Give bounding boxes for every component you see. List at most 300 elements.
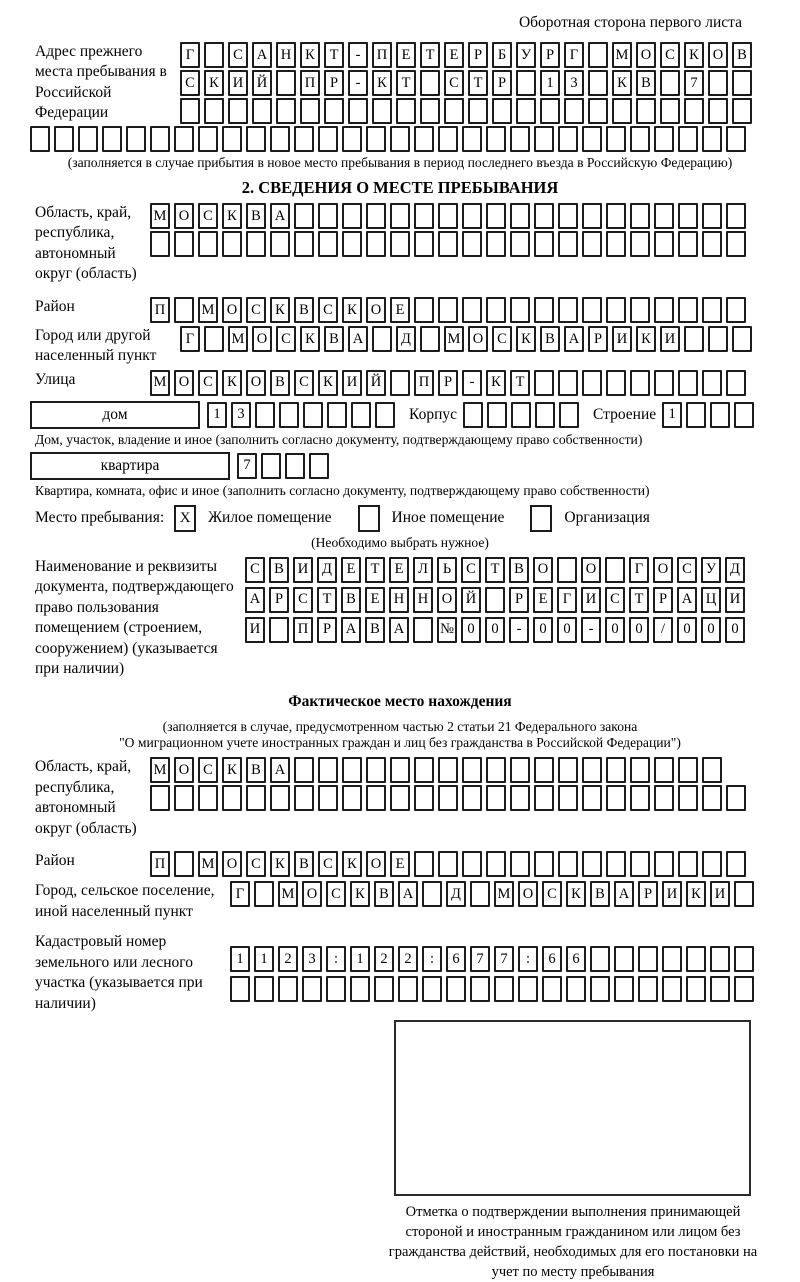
char-cell[interactable] <box>446 976 466 1002</box>
char-cell[interactable]: Ь <box>437 557 457 583</box>
char-cell[interactable] <box>582 785 602 811</box>
char-cell[interactable]: М <box>150 203 170 229</box>
char-cell[interactable]: П <box>150 851 170 877</box>
actual-region-row-2[interactable] <box>150 785 746 811</box>
char-cell[interactable] <box>516 70 536 96</box>
char-cell[interactable]: К <box>342 297 362 323</box>
char-cell[interactable] <box>686 402 706 428</box>
char-cell[interactable] <box>414 785 434 811</box>
char-cell[interactable] <box>420 326 440 352</box>
char-cell[interactable] <box>734 402 754 428</box>
char-cell[interactable]: К <box>342 851 362 877</box>
char-cell[interactable]: - <box>509 617 529 643</box>
char-cell[interactable] <box>294 231 314 257</box>
char-cell[interactable]: 1 <box>350 946 370 972</box>
char-cell[interactable] <box>678 785 698 811</box>
char-cell[interactable] <box>542 976 562 1002</box>
char-cell[interactable]: Р <box>509 587 529 613</box>
document-row-1[interactable] <box>245 557 745 583</box>
char-cell[interactable]: А <box>614 881 634 907</box>
char-cell[interactable]: 7 <box>684 70 704 96</box>
char-cell[interactable] <box>678 203 698 229</box>
char-cell[interactable] <box>614 976 634 1002</box>
char-cell[interactable] <box>420 70 440 96</box>
char-cell[interactable] <box>390 757 410 783</box>
char-cell[interactable] <box>276 98 296 124</box>
char-cell[interactable]: М <box>150 757 170 783</box>
char-cell[interactable] <box>630 297 650 323</box>
char-cell[interactable] <box>246 126 266 152</box>
char-cell[interactable] <box>246 231 266 257</box>
char-cell[interactable] <box>468 98 488 124</box>
char-cell[interactable]: У <box>701 557 721 583</box>
char-cell[interactable] <box>470 976 490 1002</box>
char-cell[interactable] <box>534 370 554 396</box>
char-cell[interactable]: И <box>662 881 682 907</box>
char-cell[interactable]: Р <box>324 70 344 96</box>
char-cell[interactable] <box>438 757 458 783</box>
char-cell[interactable]: Т <box>365 557 385 583</box>
char-cell[interactable]: В <box>509 557 529 583</box>
char-cell[interactable] <box>654 785 674 811</box>
char-cell[interactable] <box>684 98 704 124</box>
char-cell[interactable] <box>294 785 314 811</box>
char-cell[interactable]: С <box>318 297 338 323</box>
char-cell[interactable] <box>470 881 490 907</box>
char-cell[interactable]: 1 <box>207 402 227 428</box>
char-cell[interactable]: К <box>516 326 536 352</box>
char-cell[interactable] <box>438 851 458 877</box>
district-row[interactable] <box>150 297 746 323</box>
document-row-3[interactable] <box>245 617 745 643</box>
char-cell[interactable] <box>270 231 290 257</box>
house-number-cells[interactable] <box>207 402 395 428</box>
char-cell[interactable]: - <box>581 617 601 643</box>
char-cell[interactable] <box>294 203 314 229</box>
char-cell[interactable]: А <box>341 617 361 643</box>
char-cell[interactable] <box>422 976 442 1002</box>
char-cell[interactable]: № <box>437 617 457 643</box>
char-cell[interactable]: Р <box>317 617 337 643</box>
char-cell[interactable] <box>606 851 626 877</box>
char-cell[interactable] <box>678 851 698 877</box>
char-cell[interactable] <box>276 70 296 96</box>
char-cell[interactable]: С <box>326 881 346 907</box>
cadastre-row-1[interactable] <box>230 946 754 972</box>
char-cell[interactable] <box>327 402 347 428</box>
char-cell[interactable]: М <box>150 370 170 396</box>
char-cell[interactable] <box>486 757 506 783</box>
char-cell[interactable]: Н <box>413 587 433 613</box>
char-cell[interactable] <box>654 851 674 877</box>
char-cell[interactable]: 1 <box>254 946 274 972</box>
char-cell[interactable]: 7 <box>237 453 257 479</box>
char-cell[interactable]: Д <box>396 326 416 352</box>
char-cell[interactable] <box>366 231 386 257</box>
char-cell[interactable]: У <box>516 42 536 68</box>
street-row[interactable] <box>150 370 746 396</box>
char-cell[interactable] <box>582 297 602 323</box>
char-cell[interactable]: 1 <box>540 70 560 96</box>
char-cell[interactable]: 2 <box>374 946 394 972</box>
char-cell[interactable] <box>390 231 410 257</box>
char-cell[interactable] <box>438 203 458 229</box>
char-cell[interactable] <box>78 126 98 152</box>
region-row-1[interactable] <box>150 203 746 229</box>
char-cell[interactable] <box>726 297 746 323</box>
char-cell[interactable]: 0 <box>605 617 625 643</box>
char-cell[interactable] <box>558 757 578 783</box>
char-cell[interactable] <box>269 617 289 643</box>
char-cell[interactable] <box>654 231 674 257</box>
char-cell[interactable]: И <box>342 370 362 396</box>
char-cell[interactable]: - <box>348 70 368 96</box>
char-cell[interactable] <box>630 851 650 877</box>
char-cell[interactable]: : <box>326 946 346 972</box>
char-cell[interactable]: Г <box>557 587 577 613</box>
char-cell[interactable] <box>708 326 728 352</box>
char-cell[interactable]: 0 <box>701 617 721 643</box>
char-cell[interactable] <box>342 785 362 811</box>
char-cell[interactable] <box>564 98 584 124</box>
char-cell[interactable] <box>534 757 554 783</box>
char-cell[interactable] <box>510 126 530 152</box>
char-cell[interactable]: 0 <box>485 617 505 643</box>
char-cell[interactable] <box>398 976 418 1002</box>
char-cell[interactable] <box>228 98 248 124</box>
char-cell[interactable] <box>390 126 410 152</box>
char-cell[interactable]: К <box>270 851 290 877</box>
char-cell[interactable] <box>302 976 322 1002</box>
char-cell[interactable]: П <box>300 70 320 96</box>
char-cell[interactable] <box>486 126 506 152</box>
char-cell[interactable] <box>558 851 578 877</box>
char-cell[interactable]: С <box>605 587 625 613</box>
char-cell[interactable]: О <box>636 42 656 68</box>
cadastre-row-2[interactable] <box>230 976 754 1002</box>
char-cell[interactable] <box>630 231 650 257</box>
char-cell[interactable] <box>318 126 338 152</box>
char-cell[interactable]: Е <box>365 587 385 613</box>
char-cell[interactable] <box>414 297 434 323</box>
char-cell[interactable] <box>638 976 658 1002</box>
char-cell[interactable] <box>414 203 434 229</box>
char-cell[interactable]: 6 <box>446 946 466 972</box>
char-cell[interactable]: О <box>533 557 553 583</box>
char-cell[interactable] <box>438 126 458 152</box>
stroenie-cells[interactable] <box>662 402 754 428</box>
char-cell[interactable]: В <box>732 42 752 68</box>
char-cell[interactable] <box>414 126 434 152</box>
char-cell[interactable] <box>462 851 482 877</box>
char-cell[interactable] <box>534 231 554 257</box>
char-cell[interactable]: Г <box>230 881 250 907</box>
char-cell[interactable]: В <box>294 297 314 323</box>
char-cell[interactable] <box>535 402 555 428</box>
char-cell[interactable] <box>510 785 530 811</box>
char-cell[interactable]: С <box>228 42 248 68</box>
char-cell[interactable]: Й <box>366 370 386 396</box>
char-cell[interactable]: 0 <box>533 617 553 643</box>
char-cell[interactable] <box>534 297 554 323</box>
char-cell[interactable]: С <box>198 370 218 396</box>
char-cell[interactable]: 7 <box>494 946 514 972</box>
korpus-cells[interactable] <box>463 402 579 428</box>
char-cell[interactable]: К <box>686 881 706 907</box>
char-cell[interactable] <box>684 326 704 352</box>
char-cell[interactable] <box>372 326 392 352</box>
char-cell[interactable]: А <box>348 326 368 352</box>
char-cell[interactable]: : <box>422 946 442 972</box>
char-cell[interactable] <box>660 70 680 96</box>
char-cell[interactable]: Т <box>468 70 488 96</box>
char-cell[interactable]: 3 <box>564 70 584 96</box>
char-cell[interactable]: В <box>341 587 361 613</box>
char-cell[interactable] <box>510 757 530 783</box>
char-cell[interactable] <box>300 98 320 124</box>
char-cell[interactable] <box>351 402 371 428</box>
char-cell[interactable]: В <box>590 881 610 907</box>
char-cell[interactable] <box>204 326 224 352</box>
char-cell[interactable] <box>198 126 218 152</box>
char-cell[interactable] <box>414 851 434 877</box>
char-cell[interactable] <box>654 370 674 396</box>
actual-region-row-1[interactable] <box>150 757 746 783</box>
char-cell[interactable] <box>174 231 194 257</box>
char-cell[interactable] <box>252 98 272 124</box>
char-cell[interactable] <box>630 203 650 229</box>
char-cell[interactable]: Т <box>510 370 530 396</box>
char-cell[interactable]: А <box>564 326 584 352</box>
char-cell[interactable] <box>270 785 290 811</box>
char-cell[interactable]: С <box>276 326 296 352</box>
char-cell[interactable] <box>654 757 674 783</box>
char-cell[interactable]: С <box>246 297 266 323</box>
char-cell[interactable] <box>511 402 531 428</box>
char-cell[interactable]: А <box>252 42 272 68</box>
char-cell[interactable]: Р <box>638 881 658 907</box>
char-cell[interactable]: О <box>437 587 457 613</box>
char-cell[interactable] <box>582 757 602 783</box>
char-cell[interactable]: Л <box>413 557 433 583</box>
char-cell[interactable] <box>510 231 530 257</box>
char-cell[interactable]: 2 <box>398 946 418 972</box>
char-cell[interactable] <box>638 946 658 972</box>
char-cell[interactable] <box>222 785 242 811</box>
char-cell[interactable]: К <box>372 70 392 96</box>
char-cell[interactable] <box>702 203 722 229</box>
char-cell[interactable]: Е <box>533 587 553 613</box>
char-cell[interactable]: С <box>492 326 512 352</box>
char-cell[interactable] <box>54 126 74 152</box>
char-cell[interactable] <box>390 203 410 229</box>
char-cell[interactable] <box>222 126 242 152</box>
char-cell[interactable]: Н <box>276 42 296 68</box>
char-cell[interactable] <box>630 757 650 783</box>
char-cell[interactable]: С <box>318 851 338 877</box>
char-cell[interactable] <box>486 785 506 811</box>
char-cell[interactable] <box>732 70 752 96</box>
char-cell[interactable] <box>510 203 530 229</box>
char-cell[interactable]: В <box>324 326 344 352</box>
char-cell[interactable]: А <box>677 587 697 613</box>
char-cell[interactable] <box>662 976 682 1002</box>
char-cell[interactable] <box>534 203 554 229</box>
char-cell[interactable] <box>390 370 410 396</box>
char-cell[interactable] <box>614 946 634 972</box>
char-cell[interactable]: Р <box>468 42 488 68</box>
char-cell[interactable] <box>588 98 608 124</box>
char-cell[interactable] <box>318 785 338 811</box>
char-cell[interactable] <box>588 42 608 68</box>
char-cell[interactable]: И <box>725 587 745 613</box>
char-cell[interactable]: Т <box>317 587 337 613</box>
char-cell[interactable] <box>590 946 610 972</box>
char-cell[interactable] <box>174 126 194 152</box>
char-cell[interactable] <box>372 98 392 124</box>
char-cell[interactable]: Г <box>180 326 200 352</box>
char-cell[interactable]: Т <box>396 70 416 96</box>
char-cell[interactable]: Е <box>390 297 410 323</box>
char-cell[interactable] <box>686 946 706 972</box>
char-cell[interactable] <box>366 785 386 811</box>
char-cell[interactable] <box>374 976 394 1002</box>
char-cell[interactable]: К <box>204 70 224 96</box>
char-cell[interactable] <box>630 785 650 811</box>
char-cell[interactable]: 3 <box>231 402 251 428</box>
char-cell[interactable] <box>462 297 482 323</box>
actual-district-row[interactable] <box>150 851 746 877</box>
char-cell[interactable] <box>702 785 722 811</box>
char-cell[interactable] <box>654 297 674 323</box>
char-cell[interactable] <box>342 757 362 783</box>
char-cell[interactable] <box>485 587 505 613</box>
char-cell[interactable] <box>726 203 746 229</box>
char-cell[interactable]: М <box>612 42 632 68</box>
char-cell[interactable] <box>278 976 298 1002</box>
char-cell[interactable] <box>702 297 722 323</box>
char-cell[interactable] <box>444 98 464 124</box>
char-cell[interactable] <box>150 231 170 257</box>
char-cell[interactable] <box>678 370 698 396</box>
char-cell[interactable] <box>318 231 338 257</box>
char-cell[interactable] <box>180 98 200 124</box>
char-cell[interactable] <box>279 402 299 428</box>
char-cell[interactable] <box>606 126 626 152</box>
char-cell[interactable] <box>246 785 266 811</box>
char-cell[interactable] <box>254 976 274 1002</box>
char-cell[interactable] <box>558 231 578 257</box>
char-cell[interactable] <box>534 851 554 877</box>
char-cell[interactable]: И <box>660 326 680 352</box>
char-cell[interactable] <box>557 557 577 583</box>
char-cell[interactable]: А <box>389 617 409 643</box>
document-row-2[interactable] <box>245 587 745 613</box>
char-cell[interactable] <box>734 881 754 907</box>
char-cell[interactable]: О <box>468 326 488 352</box>
char-cell[interactable]: В <box>246 203 266 229</box>
char-cell[interactable] <box>438 785 458 811</box>
char-cell[interactable]: К <box>270 297 290 323</box>
char-cell[interactable]: О <box>252 326 272 352</box>
char-cell[interactable] <box>708 70 728 96</box>
char-cell[interactable] <box>510 851 530 877</box>
char-cell[interactable] <box>486 203 506 229</box>
char-cell[interactable] <box>102 126 122 152</box>
char-cell[interactable]: / <box>653 617 673 643</box>
char-cell[interactable]: В <box>269 557 289 583</box>
char-cell[interactable]: М <box>228 326 248 352</box>
char-cell[interactable]: Е <box>389 557 409 583</box>
char-cell[interactable] <box>174 785 194 811</box>
char-cell[interactable]: К <box>612 70 632 96</box>
char-cell[interactable]: Т <box>485 557 505 583</box>
char-cell[interactable]: Т <box>324 42 344 68</box>
char-cell[interactable] <box>486 297 506 323</box>
prev-address-row-3[interactable] <box>180 98 752 124</box>
char-cell[interactable] <box>462 203 482 229</box>
char-cell[interactable] <box>198 785 218 811</box>
char-cell[interactable] <box>348 98 368 124</box>
char-cell[interactable]: В <box>374 881 394 907</box>
char-cell[interactable]: Ц <box>701 587 721 613</box>
char-cell[interactable] <box>342 231 362 257</box>
char-cell[interactable]: В <box>270 370 290 396</box>
char-cell[interactable]: И <box>228 70 248 96</box>
char-cell[interactable] <box>303 402 323 428</box>
char-cell[interactable]: Н <box>389 587 409 613</box>
char-cell[interactable]: К <box>566 881 586 907</box>
char-cell[interactable]: К <box>300 326 320 352</box>
char-cell[interactable]: 1 <box>662 402 682 428</box>
char-cell[interactable] <box>702 370 722 396</box>
char-cell[interactable] <box>734 976 754 1002</box>
char-cell[interactable] <box>726 851 746 877</box>
char-cell[interactable] <box>558 785 578 811</box>
char-cell[interactable] <box>534 785 554 811</box>
char-cell[interactable]: Г <box>180 42 200 68</box>
char-cell[interactable] <box>518 976 538 1002</box>
char-cell[interactable] <box>558 297 578 323</box>
char-cell[interactable] <box>342 203 362 229</box>
char-cell[interactable] <box>566 976 586 1002</box>
char-cell[interactable]: Д <box>317 557 337 583</box>
char-cell[interactable] <box>606 757 626 783</box>
char-cell[interactable] <box>654 203 674 229</box>
char-cell[interactable]: Р <box>653 587 673 613</box>
char-cell[interactable] <box>732 326 752 352</box>
char-cell[interactable]: В <box>246 757 266 783</box>
char-cell[interactable]: 0 <box>725 617 745 643</box>
char-cell[interactable]: О <box>174 757 194 783</box>
char-cell[interactable]: С <box>660 42 680 68</box>
char-cell[interactable] <box>636 98 656 124</box>
char-cell[interactable] <box>558 203 578 229</box>
char-cell[interactable]: - <box>462 370 482 396</box>
char-cell[interactable] <box>270 126 290 152</box>
char-cell[interactable] <box>150 785 170 811</box>
stay-type-checkbox-other-premises[interactable] <box>358 505 380 532</box>
char-cell[interactable]: Г <box>564 42 584 68</box>
char-cell[interactable]: Р <box>438 370 458 396</box>
char-cell[interactable] <box>254 881 274 907</box>
char-cell[interactable] <box>710 976 730 1002</box>
char-cell[interactable] <box>558 370 578 396</box>
char-cell[interactable]: А <box>245 587 265 613</box>
char-cell[interactable] <box>342 126 362 152</box>
char-cell[interactable]: С <box>294 370 314 396</box>
char-cell[interactable]: М <box>494 881 514 907</box>
